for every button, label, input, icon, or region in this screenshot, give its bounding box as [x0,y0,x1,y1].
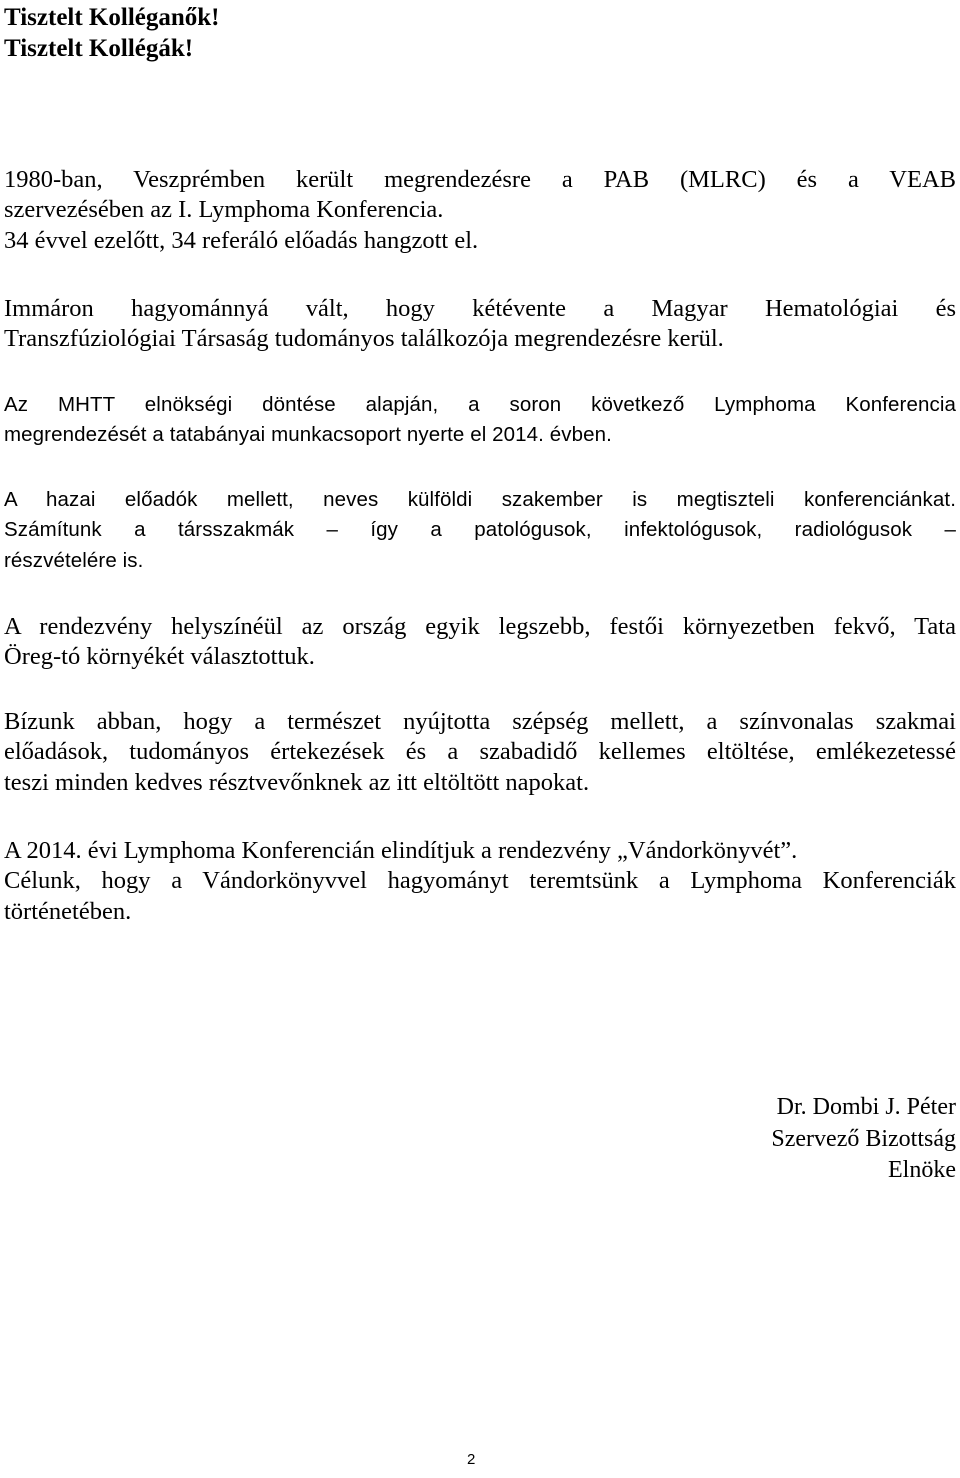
paragraph-line: A rendezvény helyszínéül az ország egyik legszebb, festői környezetben fekvő, Tata [4,613,956,640]
paragraph-line: Számítunk a társszakmák – így a patológusok, infektológusok, radiológusok – [4,518,956,542]
page-number: 2 [467,1451,476,1468]
paragraph-venue [4,612,956,673]
paragraph-guestbook [4,836,956,927]
paragraph-line: Immáron hagyománnyá vált, hogy kétévente a Magyar Hematológiai és [4,295,956,322]
letter-page [4,0,956,1478]
paragraph-line: A hazai előadók mellett, neves külföldi szakember is megtiszteli konferenciánkat. [4,488,956,511]
paragraph-line: előadások, tudományos értekezések és a szabadidő kellemes eltöltése, emlékezetessé [4,738,956,766]
greeting-line-1: Tisztelt Kolléganők! [4,4,220,31]
signature-block [771,1092,956,1187]
paragraph-line: teszi minden kedves résztvevőnknek az itt eltöltött napokat. [4,768,590,796]
paragraph-line: Célunk, hogy a Vándorkönyvvel hagyományt teremtsünk a Lymphoma Konferenciák [4,867,956,895]
paragraph-line: 1980-ban, Veszprémben került megrendezésre a PAB (MLRC) és a VEAB [4,166,956,193]
paragraph-line: 34 évvel ezelőtt, 34 referáló előadás hangzott el. [4,226,479,254]
paragraph-line: részvételére is. [4,548,144,572]
paragraph-line: Transzfúziológiai Társaság tudományos találkozója megrendezésre kerül. [4,325,724,353]
paragraph-line: szervezésében az I. Lymphoma Konferencia. [4,196,444,224]
paragraph-decision [4,390,956,451]
signature-title: Elnöke [888,1157,956,1183]
paragraph-line: A 2014. évi Lymphoma Konferencián elindítjuk a rendezvény „Vándorkönyvét”. [4,837,798,864]
paragraph-speakers [4,485,956,576]
paragraph-line: megrendezését a tatabányai munkacsoport nyerte el 2014. évben. [4,423,612,447]
paragraph-line: történetében. [4,897,132,925]
signature-name: Dr. Dombi J. Péter [776,1094,956,1120]
paragraph-history [4,165,956,256]
paragraph-line: Az MHTT elnökségi döntése alapján, a soron következő Lymphoma Konferencia [4,393,956,416]
paragraph-line: Bízunk abban, hogy a természet nyújtotta szépség mellett, a színvonalas szakmai [4,708,956,735]
paragraph-tradition [4,294,956,355]
greeting-line-2: Tisztelt Kollégák! [4,35,194,62]
paragraph-line: Öreg-tó környékét választottuk. [4,643,315,671]
paragraph-trust [4,707,956,798]
signature-role: Szervező Bizottság [771,1125,956,1152]
